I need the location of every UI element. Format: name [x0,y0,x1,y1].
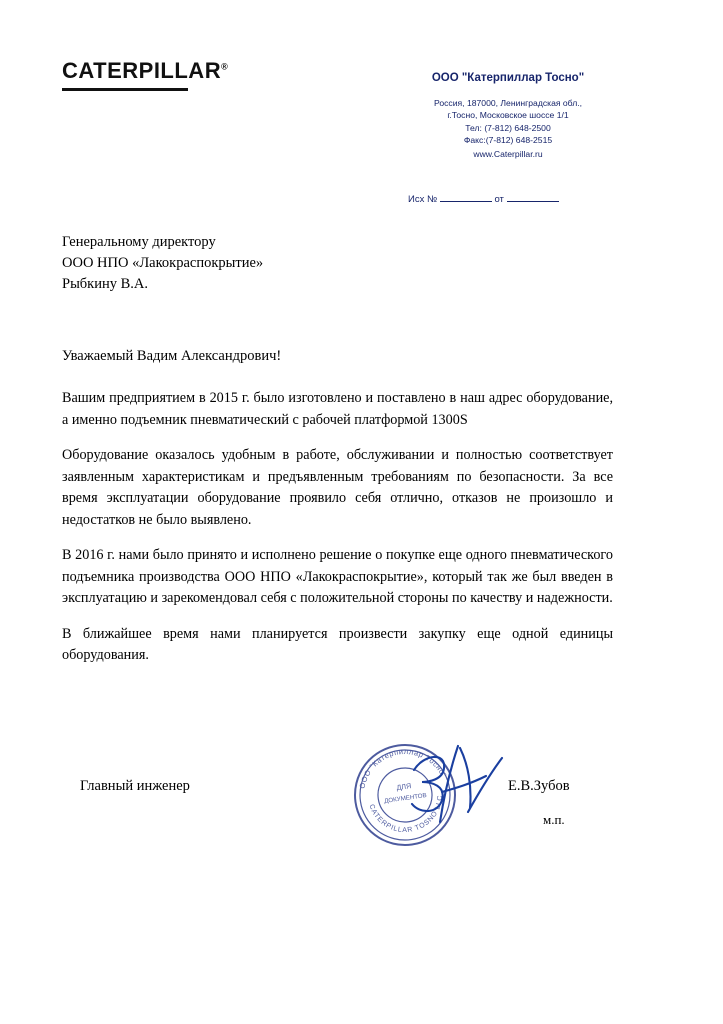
outgoing-number-label: Исх № [408,194,438,205]
handwritten-signature [395,730,528,840]
svg-text:ДОКУМЕНТОВ: ДОКУМЕНТОВ [383,792,428,805]
paragraph-4: В ближайшее время нами планируется произвести закупку еще одной единицы оборудования. [62,625,613,663]
trademark-icon: ® [221,61,229,72]
letterhead-company: ООО "Катерпиллар Тосно" [431,72,585,84]
addressee-line-1: Генеральному директору [62,234,216,250]
letterhead-address-line-2: г.Тосно, Московское шоссе 1/1 [447,110,569,121]
signatory-name: Е.В.Зубов [508,778,570,794]
paragraph-1: Вашим предприятием в 2015 г. было изготовлено и поставлено в наш адрес оборудование, а именно подъемник пневматический с рабочей платформой 1300S [62,390,613,428]
svg-text:CATERPILLAR TOSNO LLC: CATERPILLAR TOSNO LLC [367,794,445,835]
letter-body [62,388,613,681]
logo-underline [62,88,188,91]
outgoing-number-line [408,192,559,205]
salutation: Уважаемый Вадим Александрович! [62,348,282,364]
letterhead-phone: Тел: (7-812) 648-2500 [465,122,551,133]
logo-wordmark: CATERPILLAR [62,58,222,83]
seal-note: м.п. [543,812,565,827]
svg-text:ДЛЯ: ДЛЯ [395,781,412,793]
letterhead-fax: Факс:(7-812) 648-2515 [463,135,553,146]
letterhead-block [378,72,638,161]
outgoing-date-blank [507,192,559,202]
letterhead-website: www.Caterpillar.ru [473,148,543,159]
paragraph-3: В 2016 г. нами было принято и исполнено решение о покупке еще одного пневматического подъемника производства ООО НПО «Лакокраспокрытие», который так же был введен в эксплуатацию и зарекомендовал себя с положительной стороны по качеству и надежности. [62,547,613,606]
addressee-block [62,232,263,295]
outgoing-number-blank [440,192,492,202]
paragraph-2: Оборудование оказалось удобным в работе, обслуживании и полностью соответствует заявленным характеристикам и предъявленным требованиям по безопасности. За все время эксплуатации оборудование проявило себя отлично, отказов не произошло и недостатков не было выявлено. [62,447,613,528]
addressee-line-2: ООО НПО «Лакокраспокрытие» [62,255,264,271]
caterpillar-logo [62,58,228,84]
signatory-position: Главный инженер [80,778,190,794]
letterhead-address-line-1: Россия, 187000, Ленинградская обл., [434,98,582,108]
svg-text:ООО "Катерпиллар Тосно": ООО "Катерпиллар Тосно" [357,746,449,790]
addressee-line-3: Рыбкину В.А. [62,276,149,292]
outgoing-date-label: от [494,194,504,205]
